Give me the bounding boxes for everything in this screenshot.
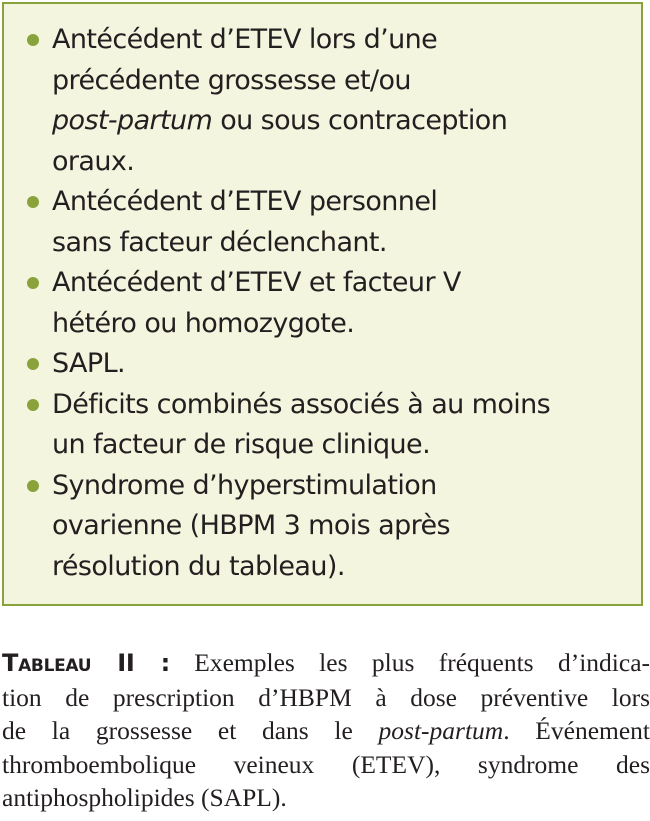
list-item-line: Antécédent d’ETEV et facteur V xyxy=(52,267,461,298)
caption-line: antiphospholipides (SAPL). xyxy=(2,783,287,812)
list-item xyxy=(26,20,626,182)
caption-line xyxy=(2,646,650,681)
caption-italic: post-partum xyxy=(378,716,504,745)
caption-text: de la grossesse et dans le xyxy=(2,716,379,745)
list-item-line: résolution du tableau). xyxy=(52,550,345,582)
list-item-line: Déficits combinés associés à au moins xyxy=(52,388,551,420)
caption-line: tion de prescription d’HBPM à dose préventive lors xyxy=(2,682,650,712)
caption-text: Exemples les plus fréquents d’indica- xyxy=(194,648,650,677)
list-item-line: SAPL. xyxy=(52,348,126,379)
caption-text: . Événement xyxy=(503,716,650,745)
list-item-line: ou sous contraception xyxy=(212,105,508,136)
list-item xyxy=(26,182,626,263)
caption-line xyxy=(2,714,650,748)
list-item-line: Antécédent d’ETEV personnel xyxy=(52,186,438,217)
list-item-line: Antécédent d’ETEV lors d’une xyxy=(52,24,438,55)
list-item-line: oraux. xyxy=(52,145,135,177)
bullet-icon xyxy=(27,196,39,208)
list-item-line: ovarienne (HBPM 3 mois après xyxy=(52,510,450,541)
bullet-icon xyxy=(27,399,39,411)
list-item xyxy=(26,263,626,344)
list-item xyxy=(26,466,626,588)
bullet-icon xyxy=(27,358,39,370)
list-item xyxy=(26,344,626,385)
table-caption xyxy=(2,646,650,815)
caption-label: Tableau II : xyxy=(2,649,170,677)
bullet-icon xyxy=(27,277,39,289)
list-item-line: hétéro ou homozygote. xyxy=(52,307,355,339)
list-item xyxy=(26,385,626,466)
list-item-line: sans facteur déclenchant. xyxy=(52,226,387,258)
bullet-icon xyxy=(27,480,39,492)
bullet-icon xyxy=(27,34,39,46)
list-item-italic: post-partum xyxy=(52,105,213,136)
indication-list xyxy=(26,20,626,587)
caption-line: thromboembolique veineux (ETEV), syndrome des xyxy=(2,749,650,779)
list-item-line: un facteur de risque clinique. xyxy=(52,429,431,460)
list-item-line: précédente grossesse et/ou xyxy=(52,64,411,96)
list-item-line: Syndrome d’hyperstimulation xyxy=(52,469,437,501)
recommendation-table xyxy=(2,2,643,606)
